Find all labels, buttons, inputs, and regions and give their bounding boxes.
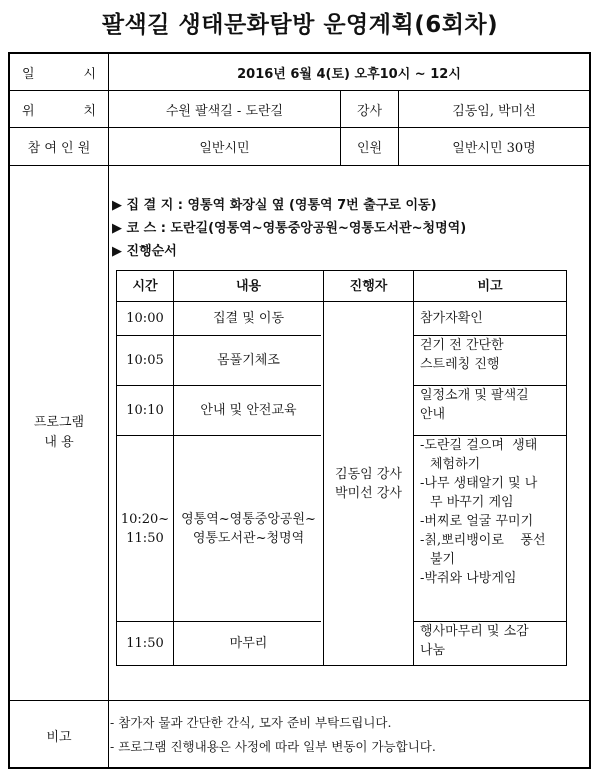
program-label (10, 166, 108, 700)
date-label-1: 일 (22, 66, 35, 82)
plan-table (8, 52, 591, 769)
remark-line: - 참가자 물과 간단한 간식, 모자 준비 부탁드립니다. (110, 715, 392, 730)
header-leader: 진행자 (349, 278, 388, 294)
note-line: 체험하기 (430, 457, 481, 472)
table-row-content: 몸풀기체조 (217, 353, 280, 368)
note-line: 행사마무리 및 소감 (420, 624, 529, 639)
note-line: -칡,뽀리뱅이로 풍선 (420, 533, 546, 548)
leader-cell (324, 302, 413, 665)
content-line: 영통역~영통중앙공원~ (181, 511, 316, 527)
table-row-note: 참가자확인 (420, 311, 483, 326)
table-row-content: 안내 및 안전교육 (200, 403, 297, 418)
content-line: 영통도서관~청명역 (192, 530, 305, 546)
remark-line: - 프로그램 진행내용은 사정에 따라 일부 변동이 가능합니다. (110, 739, 436, 754)
date-label (10, 54, 108, 90)
note-line: 불기 (430, 552, 456, 567)
table-row-time: 10:05 (126, 353, 164, 368)
table-row-content: 집결 및 이동 (212, 311, 285, 326)
count-label: 인원 (356, 141, 383, 156)
note-line: 스트레칭 진행 (420, 357, 500, 372)
participants-value: 일반시민 (199, 141, 250, 156)
time-line: 10:20~ (120, 511, 170, 527)
table-row-time: 10:00 (126, 311, 164, 326)
table-row-note (414, 436, 566, 621)
table-row-content (174, 436, 323, 621)
note-line: 안내 (420, 407, 446, 422)
table-row-note (414, 386, 566, 435)
table-row-note (414, 622, 566, 665)
table-row-note (414, 336, 566, 385)
header-note: 비고 (477, 278, 503, 294)
time-line: 11:50 (126, 530, 164, 546)
program-label-2: 내 용 (44, 435, 74, 450)
note-line: 일정소개 및 팔색길 (420, 388, 529, 403)
place-value: 수원 팔색길 - 도란길 (165, 103, 284, 119)
date-label-2: 시 (83, 66, 96, 82)
meeting-point: ▶ 집 결 지 : 영통역 화장실 옆 (영통역 7번 출구로 이동) (112, 198, 437, 213)
note-line: 걷기 전 간단한 (420, 338, 504, 353)
page-title: 팔색길 생태문화탐방 운영계획(6회차) (101, 12, 499, 38)
progress-order: ▶ 진행순서 (112, 244, 177, 259)
note-line: 나눔 (420, 643, 446, 658)
date-value: 2016년 6월 4(토) 오후10시 ~ 12시 (237, 66, 461, 82)
note-line: 무 바꾸기 게임 (430, 495, 514, 510)
place-label-2: 치 (83, 103, 96, 119)
note-line: -도란길 걸으며 생태 (420, 438, 538, 453)
leader-line: 김동임 강사 (335, 466, 402, 482)
leader-line: 박미선 강사 (335, 485, 402, 501)
count-value: 일반시민 30명 (452, 141, 536, 156)
table-row-content: 마무리 (229, 636, 268, 651)
note-line: -박쥐와 나방게임 (420, 571, 517, 586)
program-label-1: 프로그램 (33, 415, 85, 430)
remarks-label: 비고 (46, 729, 72, 745)
instructor-label: 강사 (356, 103, 383, 119)
course: ▶ 코 스 : 도란길(영통역~영통중앙공원~영통도서관~청명역) (112, 221, 467, 236)
table-row-time: 11:50 (126, 636, 164, 651)
table-row-time: 10:10 (126, 403, 164, 418)
header-content: 내용 (235, 278, 262, 294)
note-line: -버찌로 얼굴 꾸미기 (420, 514, 534, 529)
note-line: -나무 생태알기 및 나 (420, 476, 538, 491)
header-time: 시간 (132, 278, 158, 294)
table-row-time (117, 436, 173, 621)
schedule-table (116, 270, 567, 666)
participants-label: 참 여 인 원 (27, 141, 91, 156)
place-label-1: 위 (22, 103, 35, 119)
program-info (112, 194, 567, 263)
place-label (10, 91, 108, 127)
instructor-value: 김동임, 박미선 (452, 103, 536, 119)
